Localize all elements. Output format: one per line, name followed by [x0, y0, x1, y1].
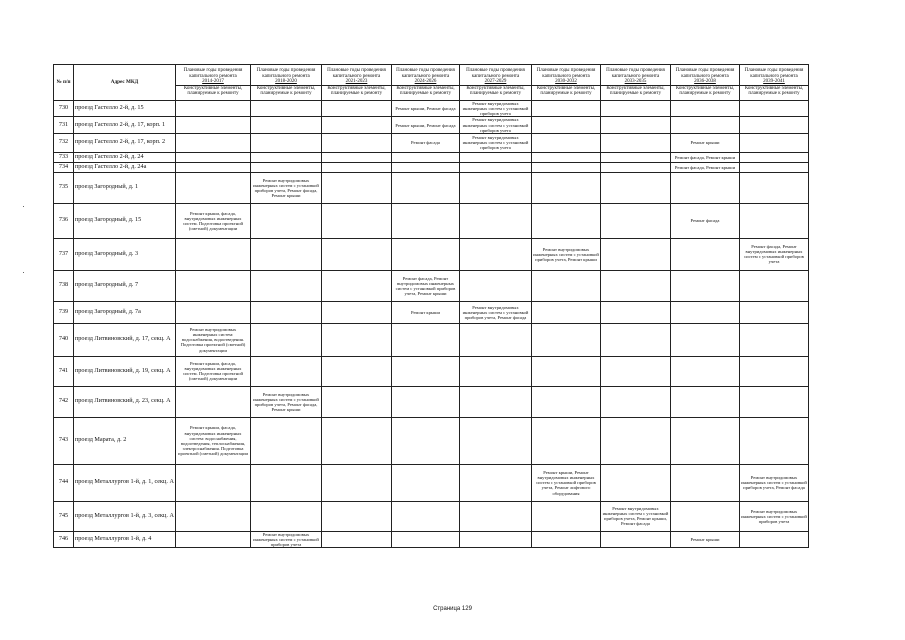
repair-cell: [322, 323, 392, 356]
repair-cell: [176, 301, 251, 323]
repair-cell: Ремонт внутридомовых инженерных систем с установкой приборов учета, Ремонт фасада, Ремонт крыши: [251, 172, 322, 203]
repair-cell: [532, 501, 601, 531]
repair-cell: [671, 464, 740, 501]
repair-cell: [740, 301, 809, 323]
repair-cell: [322, 301, 392, 323]
repair-cell: [740, 203, 809, 238]
repair-cell: [532, 133, 601, 152]
row-number: 741: [54, 356, 74, 386]
row-address: проезд Литвиновский, д. 23, секц. А: [74, 386, 176, 417]
header-period-title: Плановые годы проведения капитального ремонта: [256, 68, 316, 79]
repair-cell: [740, 417, 809, 464]
table-row: [54, 301, 809, 323]
repair-cell: Ремонт фасада, Ремонт крыши: [671, 162, 740, 172]
repair-cell: [251, 323, 322, 356]
header-period-years: 2027-2029: [484, 79, 507, 85]
table-row: [54, 270, 809, 301]
repair-cell: Ремонт крыши: [392, 301, 460, 323]
repair-cell: [671, 101, 740, 117]
repair-cell: [392, 238, 460, 270]
repair-cell: [740, 172, 809, 203]
repair-cell: [532, 386, 601, 417]
repair-cell: [392, 323, 460, 356]
row-address: проезд Металлургов 1-й, д. 1, секц. А: [74, 464, 176, 501]
repair-cell: Ремонт внутридомовых инженерных систем с установкой приборов учета: [251, 531, 322, 547]
repair-cell: [460, 356, 532, 386]
repair-cell: Ремонт крыши: [671, 531, 740, 547]
repair-cell: [671, 172, 740, 203]
repair-cell: Ремонт внутридомовых инженерных систем: водоснабжения, водоотведения. Подготовка проектной (сметной) документации: [176, 323, 251, 356]
header-period-years: 2024-2026: [414, 79, 437, 85]
row-address: проезд Гастелло 2-й, д. 24а: [74, 162, 176, 172]
repair-cell: [532, 117, 601, 133]
repair-cell: [740, 531, 809, 547]
repair-cell: [601, 152, 671, 162]
repair-cell: [322, 464, 392, 501]
row-address: проезд Гастелло 2-й, д. 17, корп. 2: [74, 133, 176, 152]
repair-cell: Ремонт внутридомовых инженерных систем с установкой приборов учета: [460, 133, 532, 152]
repair-cell: [251, 101, 322, 117]
repair-cell: [392, 356, 460, 386]
repair-cell: [322, 386, 392, 417]
repair-cell: [671, 356, 740, 386]
repair-cell: [601, 133, 671, 152]
repair-cell: [392, 386, 460, 417]
repair-cell: Ремонт внутридомовых инженерных систем с установкой приборов учета, Ремонт фасада: [740, 464, 809, 501]
repair-cell: [671, 238, 740, 270]
repair-cell: [176, 464, 251, 501]
row-number: 732: [54, 133, 74, 152]
repair-cell: [532, 323, 601, 356]
repair-cell: [251, 417, 322, 464]
repair-cell: [322, 531, 392, 547]
repair-cell: [532, 152, 601, 162]
row-number: 739: [54, 301, 74, 323]
repair-cell: [251, 238, 322, 270]
row-number: 731: [54, 117, 74, 133]
header-period-5: [460, 65, 532, 101]
repair-cell: [601, 356, 671, 386]
header-period-subtitle: Конструктивные элементы, планируемые к ремонту: [392, 85, 459, 97]
header-period-years: 2039-2041: [763, 79, 785, 85]
repair-cell: [251, 117, 322, 133]
table-row: [54, 101, 809, 117]
repair-cell: [601, 417, 671, 464]
table-row: [54, 203, 809, 238]
header-period-title: Плановые годы проведения капитального ремонта: [606, 68, 665, 79]
header-period-6: [532, 65, 601, 101]
repair-cell: Ремонт внутридомовых инженерных систем с установкой приборов учета: [740, 501, 809, 531]
repair-cell: [601, 323, 671, 356]
repair-cell: [322, 152, 392, 162]
repair-cell: [392, 172, 460, 203]
repair-cell: [671, 323, 740, 356]
repair-cell: [392, 162, 460, 172]
table-row: [54, 238, 809, 270]
repair-cell: [532, 417, 601, 464]
repair-cell: [176, 501, 251, 531]
repair-cell: [251, 203, 322, 238]
repair-cell: [176, 386, 251, 417]
repair-cell: [460, 270, 532, 301]
repair-cell: [460, 464, 532, 501]
table-row: [54, 464, 809, 501]
row-address: проезд Загородный, д. 15: [74, 203, 176, 238]
row-address: проезд Металлургов 1-й, д. 4: [74, 531, 176, 547]
repair-cell: [532, 101, 601, 117]
repair-cell: [740, 162, 809, 172]
repair-cell: [322, 501, 392, 531]
row-number: 743: [54, 417, 74, 464]
row-number: 735: [54, 172, 74, 203]
row-address: проезд Загородный, д. 1: [74, 172, 176, 203]
repair-cell: [532, 203, 601, 238]
header-period-title: Плановые годы проведения капитального ремонта: [327, 68, 386, 79]
header-period-2: [251, 65, 322, 101]
repair-schedule-table: [53, 64, 809, 548]
row-number: 737: [54, 238, 74, 270]
row-number: 744: [54, 464, 74, 501]
header-period-subtitle: Конструктивные элементы, планируемые к ремонту: [532, 85, 600, 97]
repair-cell: Ремонт крыши: [671, 133, 740, 152]
repair-cell: [460, 501, 532, 531]
table-row: [54, 531, 809, 547]
row-address: проезд Загородный, д. 3: [74, 238, 176, 270]
header-period-subtitle: Конструктивные элементы, планируемые к ремонту: [251, 85, 321, 97]
repair-cell: [532, 301, 601, 323]
repair-cell: [601, 117, 671, 133]
repair-cell: Ремонт фасада: [392, 133, 460, 152]
header-period-subtitle: Конструктивные элементы, планируемые к ремонту: [671, 85, 739, 97]
header-period-years: 2021-2023: [345, 79, 368, 85]
repair-cell: Ремонт крыши, Ремонт фасада: [392, 117, 460, 133]
repair-cell: [392, 417, 460, 464]
table-row: [54, 133, 809, 152]
row-number: 740: [54, 323, 74, 356]
row-number: 730: [54, 101, 74, 117]
repair-cell: [671, 117, 740, 133]
header-period-title: Плановые годы проведения капитального ремонта: [675, 68, 735, 79]
repair-cell: [460, 238, 532, 270]
table-row: [54, 162, 809, 172]
repair-cell: [532, 172, 601, 203]
header-period-subtitle: Конструктивные элементы, планируемые к ремонту: [601, 85, 670, 97]
repair-cell: [532, 270, 601, 301]
repair-cell: Ремонт внутридомовых инженерных систем с установкой приборов учета, Ремонт фасада, Ремонт крыши: [251, 386, 322, 417]
repair-cell: [601, 464, 671, 501]
repair-cell: [460, 531, 532, 547]
row-address: проезд Марата, д. 2: [74, 417, 176, 464]
table-row: [54, 386, 809, 417]
header-period-subtitle: Конструктивные элементы, планируемые к ремонту: [460, 85, 531, 97]
repair-cell: [322, 133, 392, 152]
header-period-subtitle: Конструктивные элементы, планируемые к ремонту: [322, 85, 391, 97]
row-number: 734: [54, 162, 74, 172]
row-number: 742: [54, 386, 74, 417]
repair-cell: Ремонт крыши, фасада, внутридомовых инженерных систем. Подготовка проектной (сметной) документации: [176, 356, 251, 386]
repair-cell: [460, 386, 532, 417]
margin-mark: [23, 272, 24, 273]
header-row: [54, 65, 809, 101]
repair-cell: [322, 203, 392, 238]
repair-cell: [322, 101, 392, 117]
repair-cell: [740, 386, 809, 417]
repair-cell: Ремонт внутридомовых инженерных систем с установкой приборов учета, Ремонт фасада: [460, 301, 532, 323]
repair-cell: [251, 162, 322, 172]
row-address: проезд Металлургов 1-й, д. 3, секц. А: [74, 501, 176, 531]
repair-cell: [601, 301, 671, 323]
header-address: Адрес МКД: [74, 65, 176, 101]
row-address: проезд Литвиновский, д. 19, секц. А: [74, 356, 176, 386]
repair-cell: [460, 323, 532, 356]
repair-cell: [460, 203, 532, 238]
header-period-subtitle: Конструктивные элементы, планируемые к ремонту: [740, 85, 808, 97]
repair-cell: [740, 101, 809, 117]
header-period-title: Плановые годы проведения капитального ремонта: [744, 68, 804, 79]
repair-cell: [322, 117, 392, 133]
header-period-years: 2036-2038: [694, 79, 716, 85]
repair-cell: [392, 464, 460, 501]
header-period-years: 2030-2032: [555, 79, 577, 85]
repair-cell: [601, 238, 671, 270]
repair-cell: [740, 152, 809, 162]
repair-cell: [176, 238, 251, 270]
row-address: проезд Загородный, д. 7: [74, 270, 176, 301]
repair-cell: [251, 133, 322, 152]
repair-cell: [392, 501, 460, 531]
repair-cell: [740, 356, 809, 386]
row-number: 733: [54, 152, 74, 162]
repair-cell: Ремонт крыши, фасада, внутридомовых инженерных систем. Подготовка проектной (сметной) документации: [176, 203, 251, 238]
repair-cell: [251, 501, 322, 531]
repair-cell: [460, 162, 532, 172]
repair-cell: [601, 270, 671, 301]
repair-cell: [322, 162, 392, 172]
repair-cell: [322, 172, 392, 203]
repair-cell: [392, 531, 460, 547]
repair-cell: Ремонт фасада, Ремонт крыши: [671, 152, 740, 162]
header-period-years: 2033-2035: [624, 79, 647, 85]
repair-cell: Ремонт внутридомовых инженерных систем с установкой приборов учета: [460, 117, 532, 133]
repair-cell: Ремонт крыши, фасада, внутридомовых инженерных систем: водоснабжения, водоотведения, теплоснабжения, электроснабжения. Подготовка проектной (сметной) документации: [176, 417, 251, 464]
repair-cell: [392, 152, 460, 162]
repair-cell: [671, 270, 740, 301]
repair-cell: [176, 133, 251, 152]
table-row: [54, 117, 809, 133]
repair-cell: [176, 152, 251, 162]
repair-cell: Ремонт внутридомовых инженерных систем с установкой приборов учета, Ремонт крыши, Ремонт фасада: [601, 501, 671, 531]
repair-cell: Ремонт крыши, Ремонт внутридомовых инженерных систем с установкой приборов учета, Ремонт лифтового оборудования: [532, 464, 601, 501]
header-period-title: Плановые годы проведения капитального ремонта: [466, 68, 525, 79]
repair-cell: [532, 531, 601, 547]
header-period-years: 2018-2020: [275, 79, 297, 85]
repair-cell: [251, 356, 322, 386]
margin-mark: [23, 206, 24, 207]
repair-cell: [251, 301, 322, 323]
repair-cell: [176, 101, 251, 117]
repair-cell: [322, 356, 392, 386]
table-row: [54, 501, 809, 531]
repair-cell: [322, 417, 392, 464]
repair-cell: [251, 270, 322, 301]
repair-cell: [740, 270, 809, 301]
repair-cell: [740, 323, 809, 356]
header-period-8: [671, 65, 740, 101]
repair-cell: [322, 270, 392, 301]
table-row: [54, 172, 809, 203]
repair-cell: [532, 162, 601, 172]
repair-cell: Ремонт внутридомовых инженерных систем с установкой приборов учета, Ремонт крыши: [532, 238, 601, 270]
repair-cell: [601, 386, 671, 417]
table-row: [54, 417, 809, 464]
header-period-3: [322, 65, 392, 101]
repair-cell: [671, 301, 740, 323]
repair-cell: [460, 417, 532, 464]
row-number: 745: [54, 501, 74, 531]
header-period-7: [601, 65, 671, 101]
repair-cell: [460, 152, 532, 162]
repair-cell: [601, 162, 671, 172]
repair-cell: Ремонт внутридомовых инженерных систем с установкой приборов учета: [460, 101, 532, 117]
header-period-years: 2014-2017: [202, 79, 224, 85]
repair-cell: Ремонт фасада, Ремонт внутридомовых инженерных систем с установкой приборов учета: [740, 238, 809, 270]
repair-cell: [671, 501, 740, 531]
repair-cell: [601, 203, 671, 238]
repair-cell: [176, 270, 251, 301]
repair-cell: [740, 117, 809, 133]
row-number: 738: [54, 270, 74, 301]
repair-cell: [176, 172, 251, 203]
row-number: 736: [54, 203, 74, 238]
repair-cell: [532, 356, 601, 386]
repair-cell: [392, 203, 460, 238]
header-number: № п/п: [54, 65, 74, 101]
repair-cell: [671, 417, 740, 464]
repair-cell: [601, 531, 671, 547]
repair-cell: [176, 117, 251, 133]
row-address: проезд Литвиновский, д. 17, секц. А: [74, 323, 176, 356]
header-period-subtitle: Конструктивные элементы, планируемые к ремонту: [176, 85, 250, 97]
repair-cell: [176, 531, 251, 547]
repair-cell: [251, 152, 322, 162]
repair-cell: [671, 386, 740, 417]
repair-cell: [601, 172, 671, 203]
row-address: проезд Гастелло 2-й, д. 15: [74, 101, 176, 117]
repair-cell: Ремонт фасада: [671, 203, 740, 238]
header-period-title: Плановые годы проведения капитального ремонта: [183, 68, 243, 79]
row-number: 746: [54, 531, 74, 547]
header-period-title: Плановые годы проведения капитального ремонта: [536, 68, 596, 79]
header-period-9: [740, 65, 809, 101]
row-address: проезд Загородный, д. 7а: [74, 301, 176, 323]
repair-cell: [322, 238, 392, 270]
table-row: [54, 152, 809, 162]
row-address: проезд Гастелло 2-й, д. 24: [74, 152, 176, 162]
table-row: [54, 356, 809, 386]
header-period-1: [176, 65, 251, 101]
repair-cell: [460, 172, 532, 203]
repair-cell: Ремонт крыши, Ремонт фасада: [392, 101, 460, 117]
row-address: проезд Гастелло 2-й, д. 17, корп. 1: [74, 117, 176, 133]
repair-cell: [176, 162, 251, 172]
page-number: Страница 129: [433, 606, 472, 612]
header-period-4: [392, 65, 460, 101]
repair-cell: [251, 464, 322, 501]
header-period-title: Плановые годы проведения капитального ремонта: [396, 68, 455, 79]
table-row: [54, 323, 809, 356]
repair-cell: [601, 101, 671, 117]
repair-cell: Ремонт фасада, Ремонт внутридомовых инженерных систем с установкой приборов учета, Ремонт крыши: [392, 270, 460, 301]
repair-cell: [740, 133, 809, 152]
